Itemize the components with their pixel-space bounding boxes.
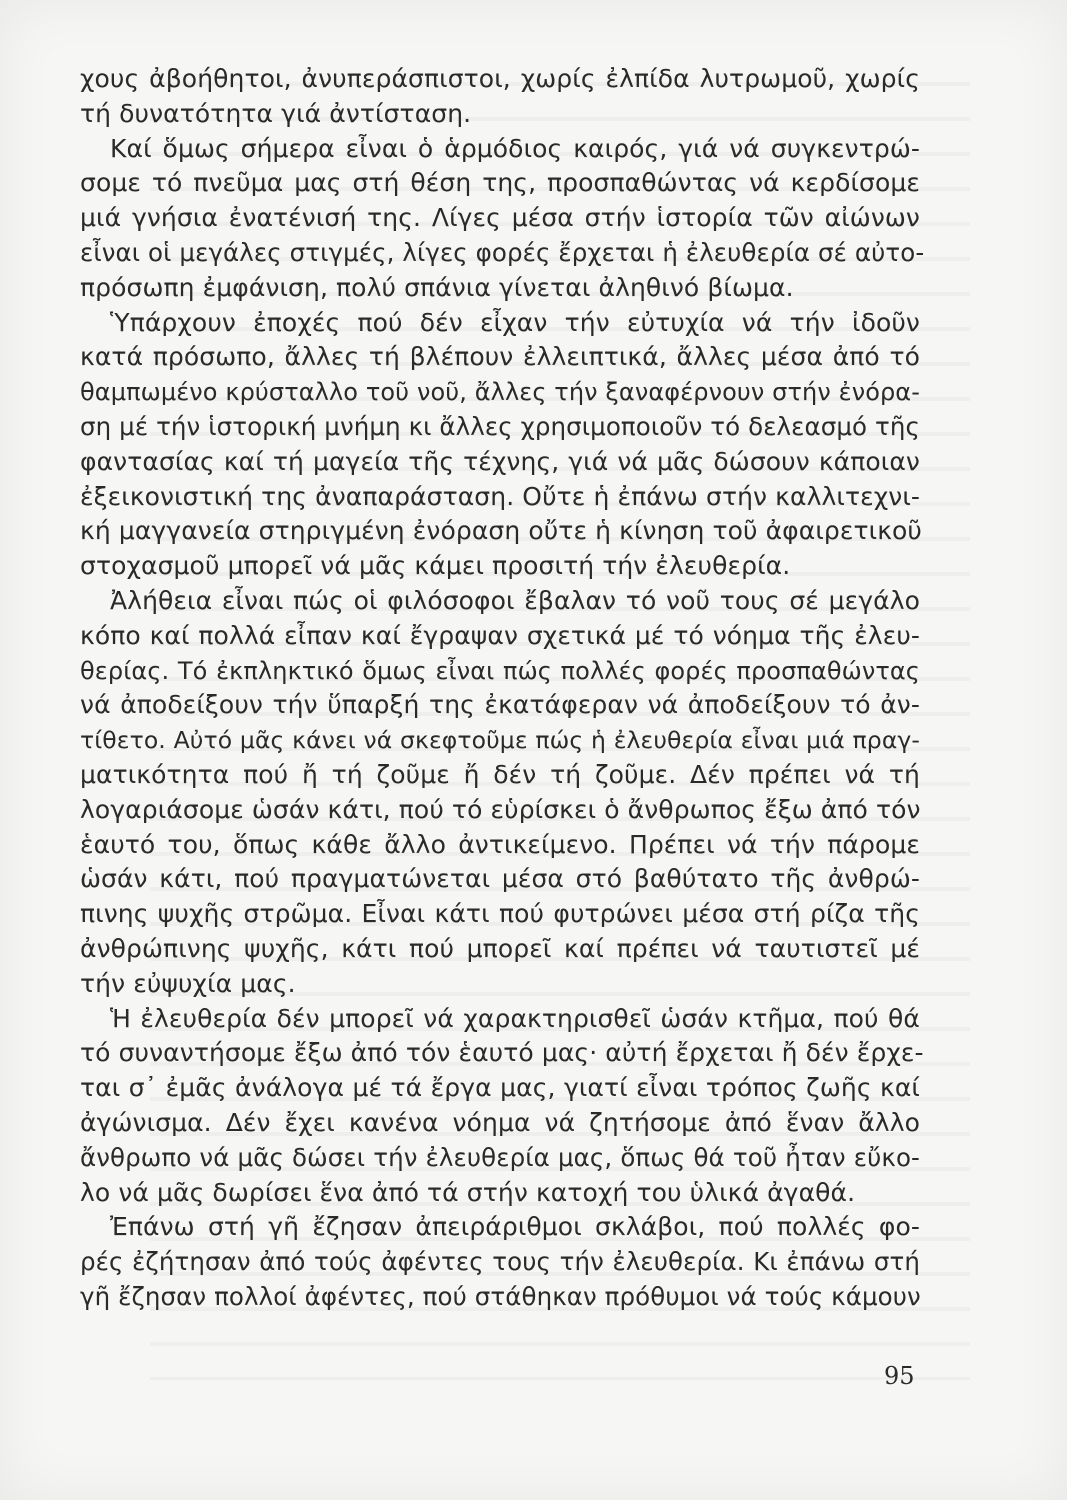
text-line: νά ἀποδείξουν τήν ὕπαρξή της ἐκατάφεραν νά ἀποδείξουν τό ἀν- xyxy=(80,690,920,720)
paragraph-first-line: Ἀλήθεια εἶναι πώς οἱ φιλόσοφοι ἔβαλαν τό νοῦ τους σέ μεγάλο xyxy=(110,585,920,615)
text-line: τίθετο. Αὐτό μᾶς κάνει νά σκεφτοῦμε πώς ἡ ἐλευθερία εἶναι μιά πραγ- xyxy=(80,726,920,755)
text-line: χους ἀβοήθητοι, ἀνυπεράσπιστοι, χωρίς ἐλπίδα λυτρωμοῦ, χωρίς xyxy=(80,64,920,93)
text-line: μιά γνήσια ἐνατένισή της. Λίγες μέσα στήν ἱστορία τῶν αἰώνων xyxy=(80,203,920,233)
text-line: ἀγώνισμα. Δέν ἔχει κανένα νόημα νά ζητήσομε ἀπό ἕναν ἄλλο xyxy=(80,1107,920,1137)
text-line: ματικότητα πού ἤ τή ζοῦμε ἤ δέν τή ζοῦμε. Δέν πρέπει νά τή xyxy=(80,759,920,789)
text-line: στοχασμοῦ μπορεῖ νά μᾶς κάμει προσιτή τήν ἐλευθερία. xyxy=(80,551,791,581)
text-line: πρόσωπη ἐμφάνιση, πολύ σπάνια γίνεται ἀληθινό βίωμα. xyxy=(80,272,794,302)
paragraph-first-line: Ἐπάνω στή γῆ ἔζησαν ἀπειράριθμοι σκλάβοι, πού πολλές φο- xyxy=(110,1212,920,1242)
text-line: ἄνθρωπο νά μᾶς δώσει τήν ἐλευθερία μας, ὅπως θά τοῦ ἦταν εὔκο- xyxy=(80,1142,920,1172)
paragraph-first-line: Καί ὅμως σήμερα εἶναι ὁ ἁρμόδιος καιρός, γιά νά συγκεντρώ- xyxy=(110,133,920,163)
text-line: φαντασίας καί τή μαγεία τῆς τέχνης, γιά νά μᾶς δώσουν κάποιαν xyxy=(80,446,920,476)
text-line: λο νά μᾶς δωρίσει ἕνα ἀπό τά στήν κατοχή του ὑλικά ἀγαθά. xyxy=(80,1177,856,1207)
text-line: ὡσάν κάτι, πού πραγματώνεται μέσα στό βαθύτατο τῆς ἀνθρώ- xyxy=(80,864,920,894)
paragraph-first-line: Ὑπάρχουν ἐποχές πού δέν εἶχαν τήν εὐτυχία νά τήν ἰδοῦν xyxy=(110,307,920,337)
text-line: ση μέ τήν ἱστορική μνήμη κι ἄλλες χρησιμοποιοῦν τό δελεασμό τῆς xyxy=(80,411,920,441)
text-line: τήν εὐψυχία μας. xyxy=(80,968,296,998)
text-line: ἀνθρώπινης ψυχῆς, κάτι πού μπορεῖ καί πρέπει νά ταυτιστεῖ μέ xyxy=(80,933,920,963)
paragraph-first-line: Ἡ ἐλευθερία δέν μπορεῖ νά χαρακτηρισθεῖ ὡσάν κτῆμα, πού θά xyxy=(110,1003,920,1033)
text-line: κή μαγγανεία στηριγμένη ἐνόραση οὔτε ἡ κίνηση τοῦ ἀφαιρετικοῦ xyxy=(80,516,923,546)
text-line: ἑαυτό του, ὅπως κάθε ἄλλο ἀντικείμενο. Πρέπει νά τήν πάρομε xyxy=(80,829,920,859)
text-line: κατά πρόσωπο, ἄλλες τή βλέπουν ἐλλειπτικά, ἄλλες μέσα ἀπό τό xyxy=(80,342,920,372)
text-line: ται σ᾽ ἐμᾶς ἀνάλογα μέ τά ἔργα μας, γιατί εἶναι τρόπος ζωῆς καί xyxy=(80,1073,920,1103)
text-line: σομε τό πνεῦμα μας στή θέση της, προσπαθώντας νά κερδίσομε xyxy=(80,168,920,198)
text-line: θερίας. Τό ἐκπληκτικό ὅμως εἶναι πώς πολλές φορές προσπαθώντας xyxy=(80,656,920,685)
text-line: κόπο καί πολλά εἶπαν καί ἔγραψαν σχετικά μέ τό νόημα τῆς ἐλευ- xyxy=(80,620,920,650)
text-line: τό συναντήσομε ἔξω ἀπό τόν ἑαυτό μας· αὐτή ἔρχεται ἤ δέν ἔρχε- xyxy=(80,1038,924,1068)
text-line: ρές ἐζήτησαν ἀπό τούς ἀφέντες τους τήν ἐλευθερία. Κι ἐπάνω στή xyxy=(80,1247,920,1277)
text-line: λογαριάσομε ὡσάν κάτι, πού τό εὑρίσκει ὁ ἄνθρωπος ἔξω ἀπό τόν xyxy=(80,794,921,824)
text-line: τή δυνατότητα γιά ἀντίσταση. xyxy=(80,98,472,128)
body-text xyxy=(80,62,925,1315)
text-line: θαμπωμένο κρύσταλλο τοῦ νοῦ, ἄλλες τήν ξαναφέρνουν στήν ἐνόρα- xyxy=(80,378,920,407)
text-line: εἶναι οἱ μεγάλες στιγμές, λίγες φορές ἔρχεται ἡ ἐλευθερία σέ αὐτο- xyxy=(80,237,925,267)
page-number: 95 xyxy=(884,1362,915,1390)
text-line: γῆ ἔζησαν πολλοί ἀφέντες, πού στάθηκαν πρόθυμοι νά τούς κάμουν xyxy=(80,1281,921,1311)
text-line: ἐξεικονιστική της ἀναπαράσταση. Οὔτε ἡ ἐπάνω στήν καλλιτεχνι- xyxy=(80,481,920,511)
text-line: πινης ψυχῆς στρῶμα. Εἶναι κάτι πού φυτρώνει μέσα στή ρίζα τῆς xyxy=(80,899,920,929)
